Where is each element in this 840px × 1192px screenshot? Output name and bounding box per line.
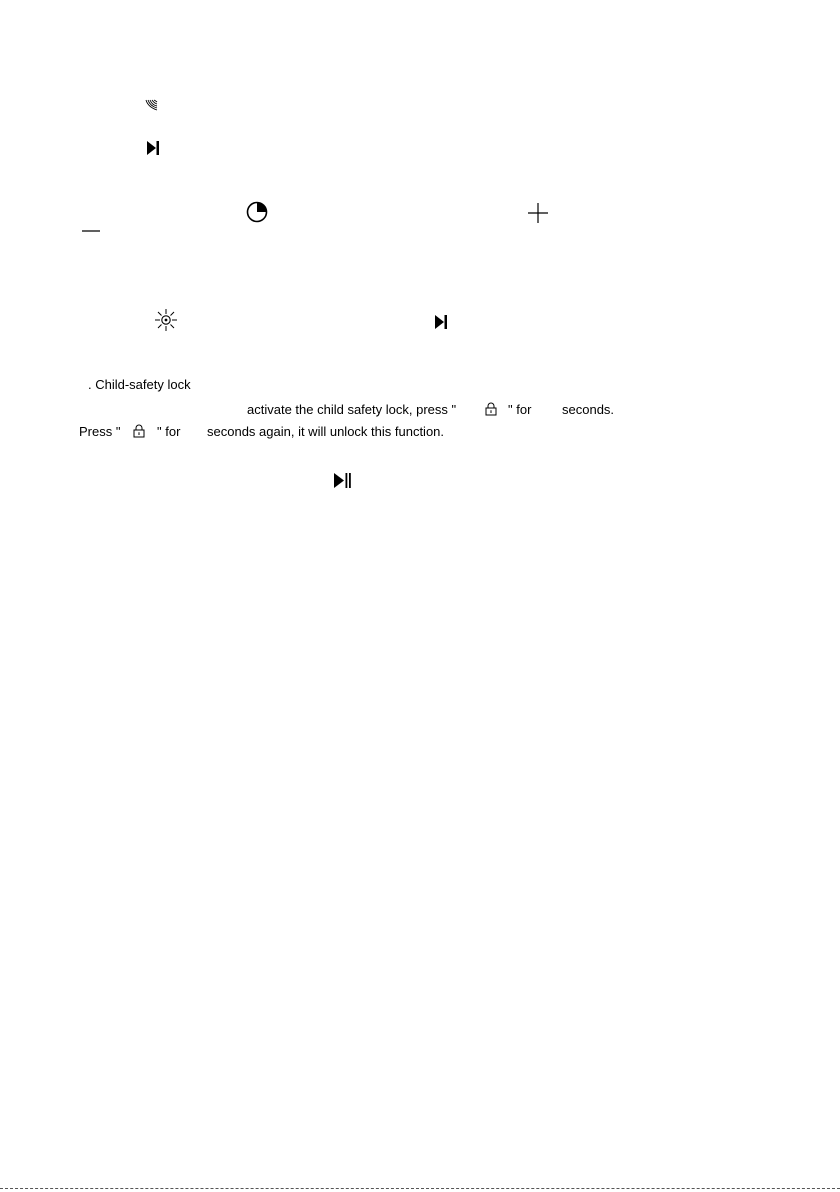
minus-icon bbox=[82, 229, 100, 233]
paragraph-line2-start: Press " bbox=[79, 424, 121, 439]
plus-icon bbox=[528, 203, 548, 223]
wave-heat-icon bbox=[144, 98, 160, 114]
paragraph-line1-text: activate the child safety lock, press " bbox=[247, 402, 457, 417]
light-icon bbox=[154, 308, 178, 332]
paragraph-line1-after-icon: " for bbox=[508, 402, 532, 417]
timer-icon bbox=[246, 201, 268, 223]
paragraph-line1-end: seconds. bbox=[562, 402, 615, 417]
lock-icon bbox=[485, 402, 497, 416]
skip-next-icon bbox=[146, 140, 160, 156]
skip-next-icon bbox=[434, 314, 448, 330]
page-bottom-rule bbox=[0, 1188, 840, 1189]
section-heading: . Child-safety lock bbox=[88, 377, 191, 392]
paragraph-line2-after-icon: " for bbox=[157, 424, 181, 439]
play-pause-icon bbox=[333, 472, 353, 489]
lock-icon bbox=[133, 424, 145, 438]
paragraph-line2-end: seconds again, it will unlock this function. bbox=[207, 424, 445, 439]
